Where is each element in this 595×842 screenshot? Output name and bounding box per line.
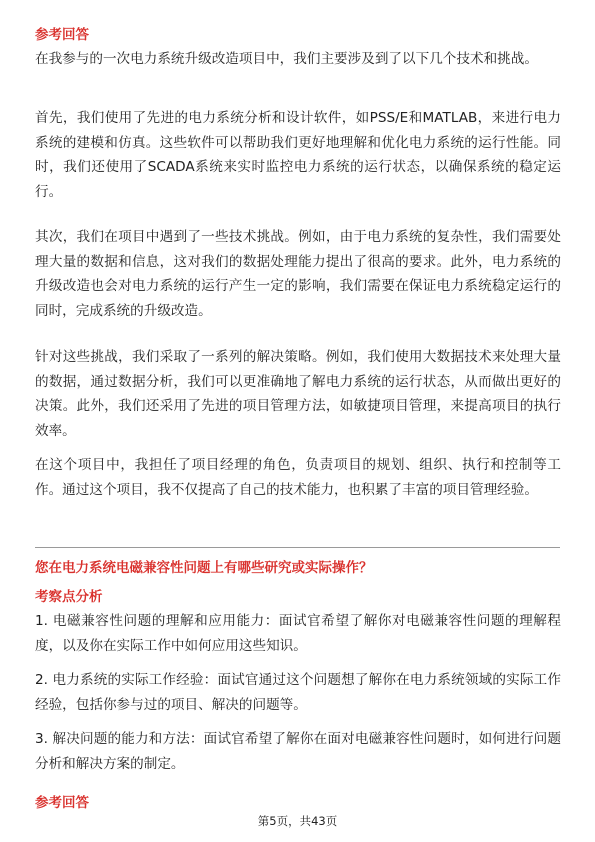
page-number-footer: 第5页，共43页 [257,814,338,828]
answer-paragraph-strategies: 针对这些挑战，我们采取了一系列的解决策略。例如，我们使用大数据技术来处理大量的数据，通过数据分析，我们可以更准确地了解电力系统的运行状态，从而做出更好的决策。此外，我们还采用了先进的项目管理方法，如敏捷项目管理，来提高项目的执行效率。 [35,349,561,439]
answer-paragraph-role: 在这个项目中，我担任了项目经理的角色，负责项目的规划、组织、执行和控制等工作。通过这个项目，我不仅提高了自己的技术能力，也积累了丰富的项目管理经验。 [35,457,561,498]
analysis-point-3: 3. 解决问题的能力和方法：面试官希望了解你在面对电磁兼容性问题时，如何进行问题分析和解决方案的制定。 [35,731,561,772]
answer-paragraph-software: 首先，我们使用了先进的电力系统分析和设计软件，如PSS/E和MATLAB，来进行电力系统的建模和仿真。这些软件可以帮助我们更好地理解和优化电力系统的运行性能。同时，我们还使用了SCADA系统来实时监控电力系统的运行状态，以确保系统的稳定运行。 [35,110,561,200]
reference-answer-heading: 参考回答 [35,27,89,43]
analysis-point-1: 1. 电磁兼容性问题的理解和应用能力：面试官希望了解你对电磁兼容性问题的理解程度，以及你在实际工作中如何应用这些知识。 [35,613,561,654]
analysis-point-2: 2. 电力系统的实际工作经验：面试官通过这个问题想了解你在电力系统领域的实际工作经验，包括你参与过的项目、解决的问题等。 [35,672,561,713]
reference-answer-heading-2: 参考回答 [35,795,89,811]
section-divider [35,547,560,548]
question-heading: 您在电力系统电磁兼容性问题上有哪些研究或实际操作？ [35,560,373,576]
answer-paragraph-intro: 在我参与的一次电力系统升级改造项目中，我们主要涉及到了以下几个技术和挑战。 [35,51,538,67]
analysis-heading: 考察点分析 [35,589,103,605]
answer-paragraph-challenges: 其次，我们在项目中遇到了一些技术挑战。例如，由于电力系统的复杂性，我们需要处理大量的数据和信息，这对我们的数据处理能力提出了很高的要求。此外，电力系统的升级改造也会对电力系统的运行产生一定的影响，我们需要在保证电力系统稳定运行的同时，完成系统的升级改造。 [35,229,561,319]
